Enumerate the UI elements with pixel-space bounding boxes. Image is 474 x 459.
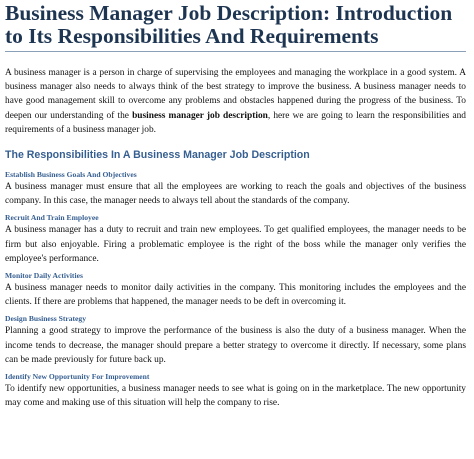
intro-text-after: , here we are going to learn the responsibilities and requirements of a business manager job.: [5, 110, 466, 135]
title-bold: Business Manager Job Description: [5, 1, 323, 25]
title-divider: [5, 51, 466, 52]
subheading-recruit: Recruit And Train Employee: [5, 213, 99, 223]
intro-keyword: business manager job description: [132, 110, 268, 121]
paragraph-opportunity: To identify new opportunities, a business manager needs to see what is going on in the marketplace. The new opportunity may come and making use of this situation will help the company to rise.: [5, 384, 466, 409]
page-title: [5, 2, 466, 48]
title-rest: : Introduction to Its Responsibilities And Requirements: [5, 1, 453, 48]
paragraph-goals: A business manager must ensure that all the employees are working to reach the goals and objectives of the business company. In this case, the manager needs to always tell about the standards of the company.: [5, 182, 466, 207]
intro-paragraph: [5, 66, 466, 137]
section-title: The Responsibilities In A Business Manager Job Description: [5, 149, 310, 162]
subheading-monitor: Monitor Daily Activities: [5, 271, 83, 281]
intro-text-before: A business manager is a person in charge of supervising the employees and managing the workplace in a good system. A business manager also needs to always think of the best strategy to improve the business. A business manager needs to have good management skill to overcome any problems and obstacles happened during the progress of the business. To deepen our understanding of the: [5, 68, 466, 121]
subheading-opportunity: Identify New Opportunity For Improvement: [5, 372, 150, 382]
paragraph-monitor: A business manager needs to monitor daily activities in the company. This monitoring includes the employees and the clients. If there are problems that happened, the manager needs to be deft in overcoming it.: [5, 283, 466, 308]
subheading-goals: Establish Business Goals And Objectives: [5, 170, 137, 180]
subheading-strategy: Design Business Strategy: [5, 314, 87, 324]
paragraph-recruit: A business manager has a duty to recruit and train new employees. To get qualified employees, the manager needs to be firm but also enjoyable. Firing a problematic employee is the right of the boss while the manager only verifies the employee's performance.: [5, 225, 466, 264]
paragraph-strategy: Planning a good strategy to improve the performance of the business is also the duty of a business manager. When the income tends to decrease, the manager should prepare a better strategy to overcome it directly. If necessary, some plans can be made previously for future back up.: [5, 326, 466, 365]
